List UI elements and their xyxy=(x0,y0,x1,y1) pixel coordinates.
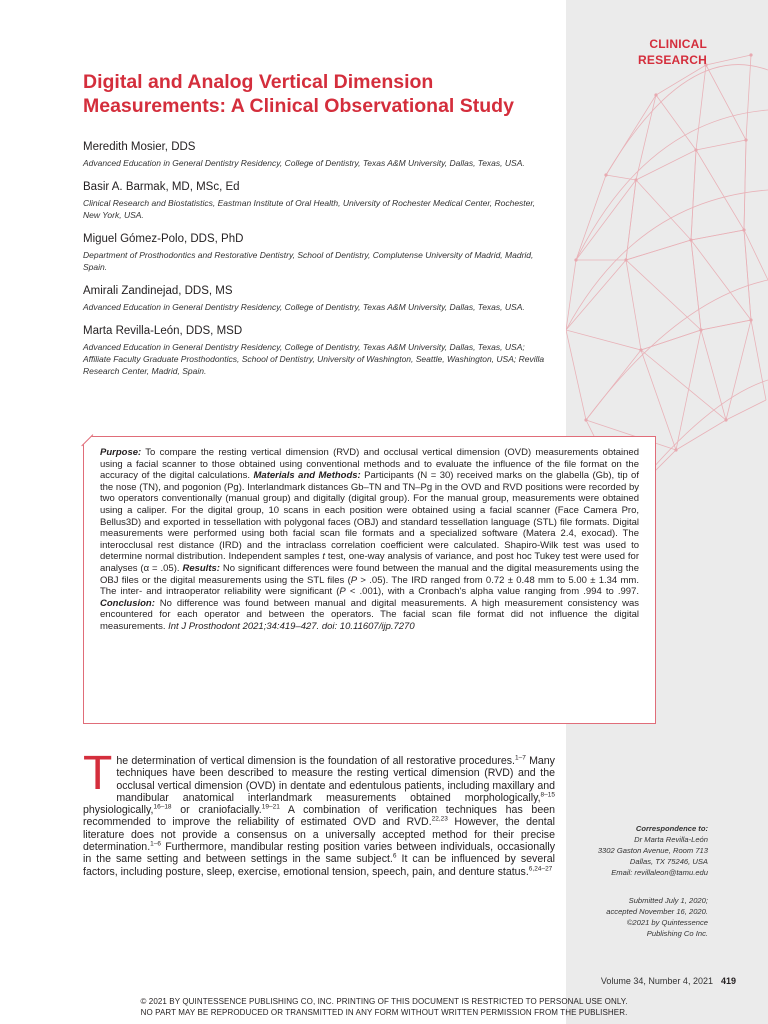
author-entry xyxy=(83,324,553,377)
correspondence-block xyxy=(528,823,708,878)
conclusion-label: Conclusion: xyxy=(100,597,155,609)
results-p-2: P xyxy=(339,586,346,598)
results-text: No significant differences were found between the manual and the digital measurements using the OBJ files or the digital measurements using the STL files ( xyxy=(100,562,639,586)
methods-t: t xyxy=(322,551,326,563)
page-number: 419 xyxy=(720,976,736,986)
drop-cap: T xyxy=(83,747,113,800)
article-title: Digital and Analog Vertical Dimension Measurements: A Clinical Observational Study xyxy=(83,71,514,117)
abstract-box xyxy=(83,436,656,724)
author-affiliation: Advanced Education in General Dentistry Residency, College of Dentistry, Texas A&M University, Dallas, Texas, USA. xyxy=(83,302,525,312)
correspondence-email[interactable]: Email: revillaleon@tamu.edu xyxy=(611,868,708,877)
methods-text-2: test, one-way analysis of variance, and post hoc Tukey test were used for analyses (α = .05). xyxy=(100,551,640,574)
author-name: Basir A. Barmak, MD, MSc, Ed xyxy=(83,181,240,193)
citation: Int J Prosthodont 2021;34:419–427. doi: 10.11607/ijp.7270 xyxy=(168,620,415,632)
results-text-2: > .05). The IRD ranged from 0.72 ± 0.48 mm to 5.00 ± 1.34 mm. The inter- and intraoperator reliability were significant ( xyxy=(100,574,639,598)
results-p: P xyxy=(350,574,358,586)
author-affiliation: Clinical Research and Biostatistics, Eastman Institute of Oral Health, University of Rochester Medical Center, Rochester, New York, USA. xyxy=(83,198,536,220)
results-text-3: < .001), with a Cronbach's alpha value ranging from .994 to .997. xyxy=(345,586,639,598)
author-name: Marta Revilla-León, DDS, MSD xyxy=(83,325,243,337)
author-affiliation: Department of Prosthodontics and Restorative Dentistry, School of Dentistry, Complutense University of Madrid, Madrid, Spain. xyxy=(83,250,534,272)
conclusion-text: No difference was found between manual and digital measurements. A high measurement consistency was encountered for each operator and between the operators. The facial scan file format did not influence the digital measurements. xyxy=(100,597,639,632)
author-entry xyxy=(83,180,553,221)
submission-dates: Submitted July 1, 2020; accepted November 16, 2020. ©2021 by Quintessence Publishing Co Inc. xyxy=(606,896,708,938)
results-label: Results: xyxy=(182,562,220,574)
correspondence-city: Dallas, TX 75246, USA xyxy=(629,857,708,866)
author-affiliation: Advanced Education in General Dentistry Residency, College of Dentistry, Texas A&M University, Dallas, Texas, USA. xyxy=(83,158,525,168)
author-name: Amirali Zandinejad, DDS, MS xyxy=(83,285,233,297)
section-label: CLINICAL RESEARCH xyxy=(638,37,707,67)
methods-text: Participants (N = 30) received marks on the glabella (Gb), tip of the nose (TN), and pogonion (Pg). Interlandmark distances Gb–TN and TN–Pg in the OVD and RVD positions were recorded by two operators conventionally (manual group) and digitally (digital group). For the manual group, measurements were obtained using a caliper. For the digital group, 10 scans in each position were obtained using a facial scanner (Face Camera Pro, Bellus3D) and exported in tessellation with polygonal faces (OBJ) and standard tessellation language (STL) file formats. Digital measurements were performed using both facial scan file formats and a specialized software (Matera 2.4, exocad). The interocclusal rest distance (IRD) and the intraclass correlation coefficient were calculated. Shapiro-Wilk test was used to determine normal distribution. Independent samples xyxy=(100,470,639,563)
correspondence-address: 3302 Gaston Avenue, Room 713 xyxy=(597,846,708,855)
body-paragraph: The determination of vertical dimension is the foundation of all restorative procedures.$^{1-7}$ Many techniques have been described to measure the resting vertical dimension (RVD) and the occlusal vertical dimension (OVD) in dentate and edentulous patients, including maxillary and mandibular anatomical interlandmark measurements obtained morphologically,$^{8-15}$ physiologically,$^{16-18}$ or craniofacially.$^{19-21}$ A combination of verification techniques has been recommended to improve the reliability of estimated OVD and RVD.$^{22,23}$ However, the dental literature does not provide a consensus on a universally accepted method for their precise determination.$^{1-6}$ Furthermore, mandibular resting position varies between individuals, occasionally in the same setting and between settings in the same subject.$^6$ It can be influenced by several factors, including posture, sleep, exercise, emotional tension, speech, pain, and denture status.$^{6,24-27}$ xyxy=(83,747,556,878)
author-entry xyxy=(83,232,553,273)
author-name: Miguel Gómez-Polo, DDS, PhD xyxy=(83,233,244,245)
purpose-label: Purpose: xyxy=(100,447,142,458)
author-list xyxy=(83,140,553,388)
volume-info: Volume 34, Number 4, 2021 419 xyxy=(600,976,736,986)
author-entry xyxy=(83,140,553,169)
copyright-footer: © 2021 BY QUINTESSENCE PUBLISHING CO, INC. PRINTING OF THIS DOCUMENT IS RESTRICTED TO PERSONAL USE ONLY. NO PART MAY BE REPRODUCED OR TRANSMITTED IN ANY FORM WITHOUT WRITTEN PERMISSION FROM THE PUBLISHER. xyxy=(140,997,628,1017)
correspondence-name: Dr Marta Revilla-León xyxy=(634,835,708,844)
author-affiliation: Advanced Education in General Dentistry Residency, College of Dentistry, Texas A&M University, Dallas, Texas, USA; Affiliate Faculty Graduate Prosthodontics, School of Dentistry, University of Washington, Seattle, Washington, USA; Revilla Research Center, Madrid, Spain. xyxy=(83,342,545,376)
author-name: Meredith Mosier, DDS xyxy=(83,141,196,153)
author-entry xyxy=(83,284,553,313)
correspondence-heading: Correspondence to: xyxy=(635,824,708,833)
purpose-text: To compare the resting vertical dimension (RVD) and occlusal vertical dimension (OVD) measurements obtained using a facial scanner to those obtained using conventional methods and to evaluate the influence of the file format on the accuracy of the digital calculations. xyxy=(100,447,639,482)
methods-label: Materials and Methods: xyxy=(253,470,361,482)
